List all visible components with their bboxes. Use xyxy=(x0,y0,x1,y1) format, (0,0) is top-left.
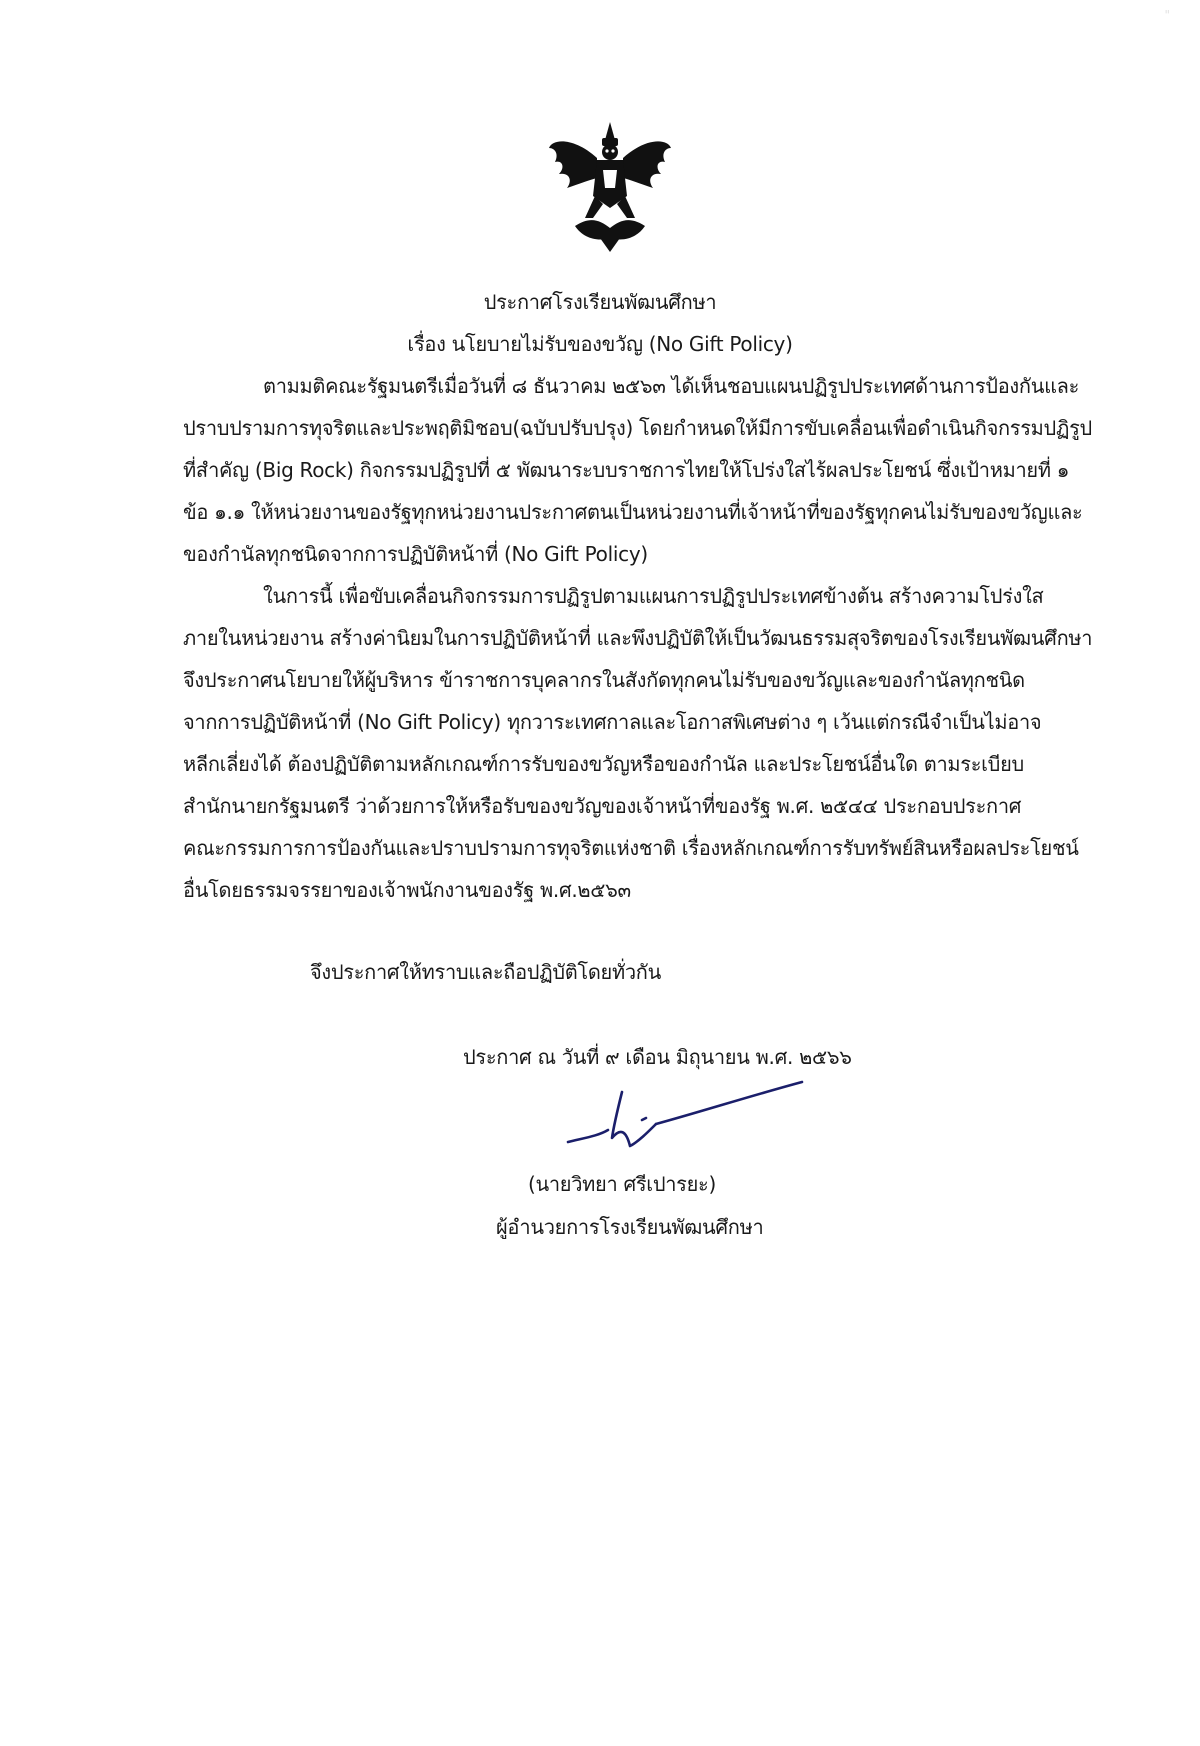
paragraph-line: จากการปฏิบัติหน้าที่ (No Gift Policy) ทุกวาระเทศกาลและโอกาสพิเศษต่าง ๆ เว้นแต่กรณีจำเป็นไม่อาจ xyxy=(183,710,1042,734)
paragraph-line: หลีกเลี่ยงได้ ต้องปฏิบัติตามหลักเกณฑ์การรับของขวัญหรือของกำนัล และประโยชน์อื่นใด ตามระเบียบ xyxy=(183,752,1024,776)
announcement-subject: เรื่อง นโยบายไม่รับของขวัญ (No Gift Policy) xyxy=(407,332,793,356)
paragraph-line: ในการนี้ เพื่อขับเคลื่อนกิจกรรมการปฏิรูปตามแผนการปฏิรูปประเทศข้างต้น สร้างความโปร่งใส xyxy=(263,584,1044,608)
garuda-emblem-icon xyxy=(545,118,675,253)
paragraph-line: คณะกรรมการการป้องกันและปราบปรามการทุจริตแห่งชาติ เรื่องหลักเกณฑ์การรับทรัพย์สินหรือผลประโยชน์ xyxy=(183,836,1079,860)
date-line: ประกาศ ณ วันที่ ๙ เดือน มิถุนายน พ.ศ. ๒๕๖๖ xyxy=(463,1045,852,1069)
corner-mark: " xyxy=(1164,8,1170,22)
closing-line: จึงประกาศให้ทราบและถือปฏิบัติโดยทั่วกัน xyxy=(310,960,661,984)
signer-title: ผู้อำนวยการโรงเรียนพัฒนศึกษา xyxy=(496,1215,764,1239)
handwritten-signature xyxy=(560,1080,810,1160)
paragraph-line: อื่นโดยธรรมจรรยาของเจ้าพนักงานของรัฐ พ.ศ.๒๕๖๓ xyxy=(183,878,631,902)
paragraph-line: ของกำนัลทุกชนิดจากการปฏิบัติหน้าที่ (No Gift Policy) xyxy=(183,542,648,566)
announcement-title: ประกาศโรงเรียนพัฒนศึกษา xyxy=(483,290,717,314)
paragraph-line: ที่สำคัญ (Big Rock) กิจกรรมปฏิรูปที่ ๕ พัฒนาระบบราชการไทยให้โปร่งใสไร้ผลประโยชน์ ซึ่งเป้าหมายที่ ๑ xyxy=(183,458,1070,482)
paragraph-line: ภายในหน่วยงาน สร้างค่านิยมในการปฏิบัติหน้าที่ และพึงปฏิบัติให้เป็นวัฒนธรรมสุจริตของโรงเรียนพัฒนศึกษา xyxy=(183,626,1093,650)
signer-name: (นายวิทยา ศรีเปารยะ) xyxy=(528,1172,716,1196)
paragraph-line: ปราบปรามการทุจริตและประพฤติมิชอบ(ฉบับปรับปรุง) โดยกำหนดให้มีการขับเคลื่อนเพื่อดำเนินกิจกรรมปฏิรูป xyxy=(183,416,1092,440)
paragraph-line: จึงประกาศนโยบายให้ผู้บริหาร ข้าราชการบุคลากรในสังกัดทุกคนไม่รับของขวัญและของกำนัลทุกชนิด xyxy=(183,668,1025,692)
paragraph-line: ข้อ ๑.๑ ให้หน่วยงานของรัฐทุกหน่วยงานประกาศตนเป็นหน่วยงานที่เจ้าหน้าที่ของรัฐทุกคนไม่รับของขวัญและ xyxy=(183,500,1083,524)
paragraph-line: สำนักนายกรัฐมนตรี ว่าด้วยการให้หรือรับของขวัญของเจ้าหน้าที่ของรัฐ พ.ศ. ๒๕๔๔ ประกอบประกาศ xyxy=(183,794,1022,818)
paragraph-line: ตามมติคณะรัฐมนตรีเมื่อวันที่ ๘ ธันวาคม ๒๕๖๓ ได้เห็นชอบแผนปฏิรูปประเทศด้านการป้องกันและ xyxy=(263,374,1080,398)
